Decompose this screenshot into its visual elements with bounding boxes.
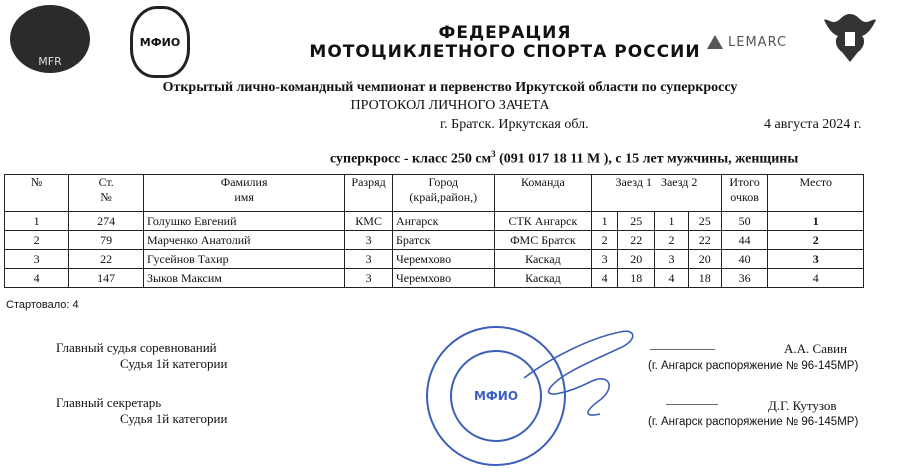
- cell-race1-pos: 3: [592, 250, 618, 269]
- federation-title-line2: МОТОЦИКЛЕТНОГО СПОРТА РОССИИ: [309, 42, 701, 62]
- header-start-line1: Ст.: [98, 175, 114, 189]
- header-total-line1: Итого: [729, 175, 760, 189]
- cell-start: 274: [69, 212, 144, 231]
- cell-rank: КМС: [345, 212, 393, 231]
- cell-name: Зыков Максим: [144, 269, 345, 288]
- class-suffix: (091 017 18 11 M ), с 15 лет мужчины, женщины: [495, 151, 799, 167]
- table-row: [5, 231, 864, 250]
- cell-team: СТК Ангарск: [494, 212, 592, 231]
- table-row: [5, 212, 864, 231]
- secretary-order: (г. Ангарск распоряжение № 96-145МР): [648, 416, 859, 428]
- secretary-category: Судья 1й категории: [120, 411, 228, 426]
- mfio-logo: [130, 6, 190, 78]
- cell-race1-pos: 4: [592, 269, 618, 288]
- cell-race2-score: 20: [688, 250, 721, 269]
- header-num: №: [5, 175, 69, 212]
- event-title: Открытый лично-командный чемпионат и первенство Иркутской области по суперкроссу: [162, 80, 738, 95]
- results-table: [4, 174, 864, 288]
- judge-category: Судья 1й категории: [120, 356, 228, 371]
- cell-team: Каскад: [494, 250, 592, 269]
- table-row: [5, 269, 864, 288]
- cell-num: 3: [5, 250, 69, 269]
- event-date: 4 августа 2024 г.: [764, 117, 862, 132]
- header-total-line2: очков: [730, 190, 759, 204]
- mfr-logo: [10, 5, 90, 73]
- cell-total: 40: [721, 250, 768, 269]
- cell-race2-score: 18: [688, 269, 721, 288]
- cell-city: Черемхово: [392, 269, 494, 288]
- mfr-logo-text: MFR: [38, 54, 62, 68]
- cell-team: Каскад: [494, 269, 592, 288]
- cell-race1-score: 22: [618, 231, 655, 250]
- cell-race2-pos: 2: [655, 231, 688, 250]
- cell-city: Черемхово: [392, 250, 494, 269]
- stamp-emblem-text: МФИО: [473, 389, 519, 403]
- cell-total: 44: [721, 231, 768, 250]
- judge-name: А.А. Савин: [784, 341, 848, 356]
- cell-race1-score: 20: [618, 250, 655, 269]
- cell-name: Гусейнов Тахир: [144, 250, 345, 269]
- lemarc-logo-text: LEMARC: [728, 34, 788, 50]
- secretary-title: Главный секретарь: [56, 395, 162, 410]
- cell-rank: 3: [345, 250, 393, 269]
- cell-rank: 3: [345, 231, 393, 250]
- judge-signature-line: __________: [650, 336, 715, 351]
- cell-race2-pos: 1: [655, 212, 688, 231]
- header-total: [721, 175, 768, 212]
- cell-place: 4: [768, 269, 864, 288]
- cell-race1-pos: 2: [592, 231, 618, 250]
- signature-scribble-icon: [520, 318, 640, 428]
- cell-rank: 3: [345, 269, 393, 288]
- header-rank: Разряд: [345, 175, 393, 212]
- header-team: Команда: [494, 175, 592, 212]
- cell-race1-score: 18: [618, 269, 655, 288]
- cell-start: 22: [69, 250, 144, 269]
- header-city-line2: (край,район,): [409, 190, 478, 204]
- cell-city: Ангарск: [392, 212, 494, 231]
- cell-num: 1: [5, 212, 69, 231]
- cell-race2-pos: 4: [655, 269, 688, 288]
- cell-place: 3: [768, 250, 864, 269]
- cell-city: Братск: [392, 231, 494, 250]
- protocol-title: ПРОТОКОЛ ЛИЧНОГО ЗАЧЕТА: [350, 98, 550, 113]
- header-races: Заезд 1 Заезд 2: [592, 175, 722, 212]
- cell-start: 147: [69, 269, 144, 288]
- header-place: Место: [768, 175, 864, 212]
- eagle-emblem-icon: [820, 8, 880, 68]
- cell-race2-score: 22: [688, 231, 721, 250]
- class-line: [330, 149, 798, 168]
- header-city-line1: Город: [428, 175, 459, 189]
- cell-place: 2: [768, 231, 864, 250]
- cell-num: 2: [5, 231, 69, 250]
- header-name: [144, 175, 345, 212]
- cell-num: 4: [5, 269, 69, 288]
- header-start-line2: №: [100, 190, 112, 204]
- event-place: г. Братск. Иркутская обл.: [440, 117, 589, 132]
- header-city: [392, 175, 494, 212]
- secretary-name: Д.Г. Кутузов: [768, 398, 837, 413]
- cell-total: 50: [721, 212, 768, 231]
- cell-race2-score: 25: [688, 212, 721, 231]
- cell-place: 1: [768, 212, 864, 231]
- cell-race2-pos: 3: [655, 250, 688, 269]
- cell-race1-pos: 1: [592, 212, 618, 231]
- federation-title-line1: ФЕДЕРАЦИЯ: [438, 23, 572, 43]
- mfio-logo-text: МФИО: [139, 35, 181, 49]
- cell-total: 36: [721, 269, 768, 288]
- started-count: Стартовало: 4: [6, 299, 79, 311]
- judge-order: (г. Ангарск распоряжение № 96-145МР): [648, 360, 859, 372]
- class-prefix: суперкросс - класс 250 см: [330, 151, 492, 167]
- secretary-signature-line: ________: [666, 391, 718, 406]
- judge-title: Главный судья соревнований: [56, 340, 217, 355]
- cell-name: Марченко Анатолий: [144, 231, 345, 250]
- header-start: [69, 175, 144, 212]
- cell-name: Голушко Евгений: [144, 212, 345, 231]
- cell-team: ФМС Братск: [494, 231, 592, 250]
- table-row: [5, 250, 864, 269]
- cell-start: 79: [69, 231, 144, 250]
- table-header-row: [5, 175, 864, 212]
- header-name-line1: Фамилия: [220, 175, 268, 189]
- cell-race1-score: 25: [618, 212, 655, 231]
- class-sup: 3: [491, 149, 496, 159]
- header-name-line2: имя: [234, 190, 254, 204]
